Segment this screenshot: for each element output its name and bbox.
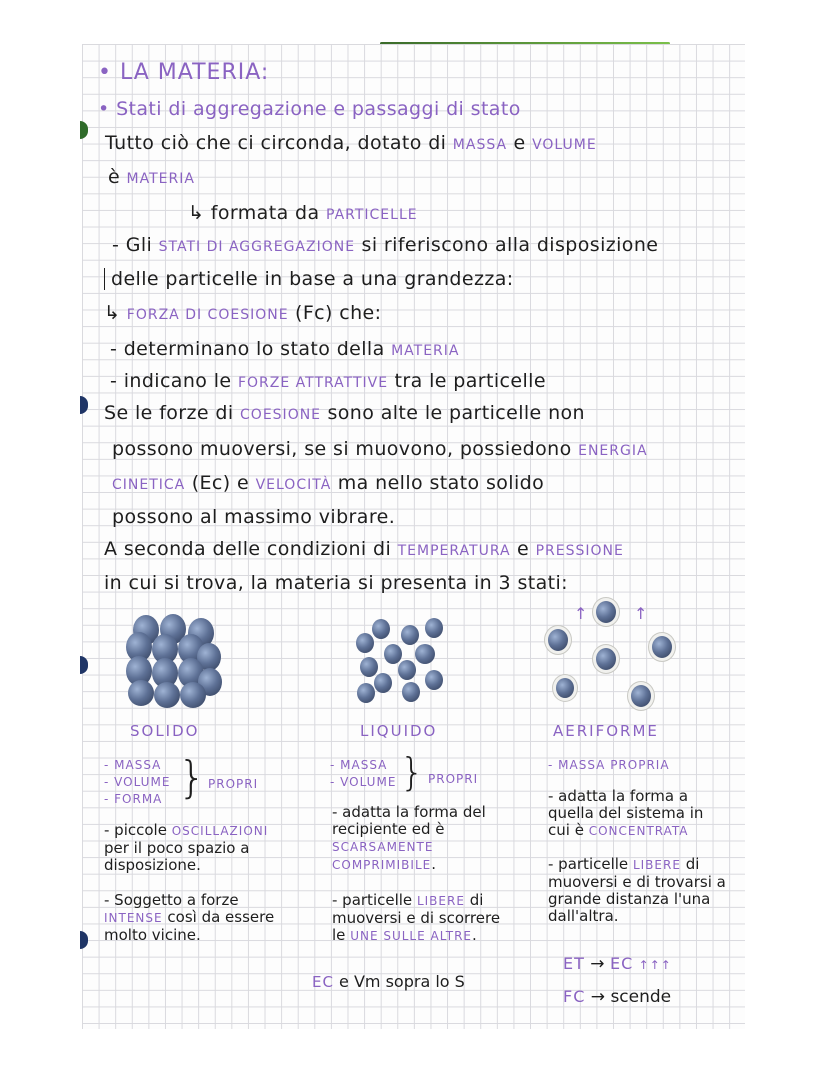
cohesion-line-1: Se le forze di COESIONE sono alte le particelle non	[104, 402, 585, 424]
cohesion-line-2: possono muoversi, se si muovono, possiedono ENERGIA	[112, 438, 648, 460]
solid-notes-body: - piccole OSCILLAZIONI per il poco spazio a disposizione. - Soggetto a forze INTENSE così da essere molto vicine.	[104, 821, 275, 944]
state-label-liquid: LIQUIDO	[360, 722, 438, 740]
liquid-props-group: PROPRI	[428, 772, 479, 786]
gas-notes: - MASSA PROPRIA	[548, 758, 670, 772]
liquid-notes-body: - adatta la forma del recipiente ed è SCARSAMENTE COMPRIMIBILE. - particelle LIBERE di muoversi e di scorrere le UNE SULLE ALTRE.	[332, 803, 501, 944]
cohesion-line-3: CINETICA (Ec) e VELOCITÀ ma nello stato solido	[112, 472, 545, 494]
aggregation-line-4: - determinano lo stato della MATERIA	[110, 338, 460, 360]
liquid-notes: - MASSA - VOLUME	[330, 758, 397, 789]
aggregation-line-5: - indicano le FORZE ATTRATTIVE tra le particelle	[110, 370, 546, 392]
movement-arrow-icon: ↑	[574, 604, 588, 623]
intro-line-1: Tutto ciò che ci circonda, dotato di MASSA e VOLUME	[105, 132, 597, 154]
cohesion-line-5: A seconda delle condizioni di TEMPERATURA e PRESSIONE	[104, 538, 624, 560]
cohesion-line-4: possono al massimo vibrare.	[112, 506, 396, 528]
state-label-gas: AERIFORME	[553, 722, 659, 740]
movement-arrow-icon: ↑	[634, 604, 648, 623]
aggregation-line-1: - Gli STATI DI AGGREGAZIONE si riferiscono alla disposizione	[112, 234, 659, 256]
gas-equation-energy: ET → EC ↑↑↑	[563, 954, 672, 974]
page-title: • LA MATERIA:	[98, 60, 270, 85]
page-subtitle: • Stati di aggregazione e passaggi di stato	[98, 98, 521, 120]
solid-props-group: PROPRI	[208, 777, 259, 791]
state-label-solid: SOLIDO	[130, 722, 200, 740]
gas-equation-cohesion: FC → scende	[563, 987, 672, 1007]
aggregation-line-3: ↳ FORZA DI COESIONE (Fc) che:	[104, 302, 382, 324]
brace-icon: }	[400, 750, 425, 794]
cohesion-line-6: in cui si trova, la materia si presenta in 3 stati:	[104, 572, 568, 594]
intro-line-3: ↳ formata da PARTICELLE	[188, 202, 418, 224]
aggregation-line-2: delle particelle in base a una grandezza:	[104, 268, 514, 290]
liquid-footer-note: EC e Vm sopra lo S	[312, 972, 465, 991]
solid-notes: - MASSA - VOLUME - FORMA	[104, 758, 171, 806]
intro-line-2: è MATERIA	[108, 166, 195, 188]
brace-icon: }	[178, 752, 206, 803]
gas-notes-body: - adatta la forma a quella del sistema in cui è CONCENTRATA - particelle LIBERE di muoversi e di trovarsi a grande distanza l'una dall'altra.	[548, 787, 726, 925]
